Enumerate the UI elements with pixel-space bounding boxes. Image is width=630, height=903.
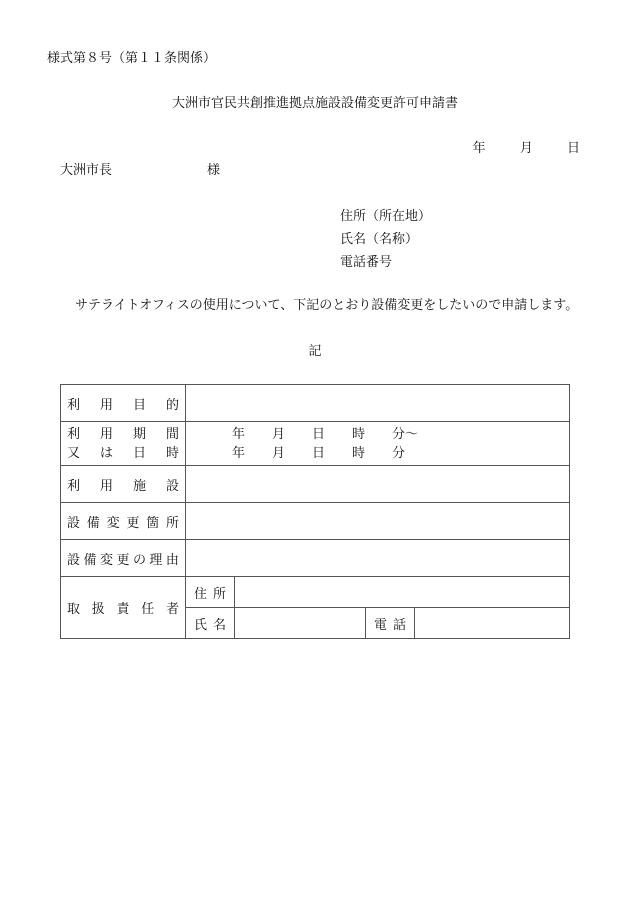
label-char: 更 (126, 515, 140, 531)
period-end-hour: 時 (352, 445, 366, 461)
label-char: 用 (99, 478, 113, 494)
document-title: 大洲市官民共創推進拠点施設設備変更許可申請書 (171, 96, 458, 111)
handler-phone-field[interactable] (415, 608, 570, 639)
row-facility (61, 466, 570, 503)
label-char: 日 (132, 445, 146, 461)
period-label (61, 422, 186, 466)
period-start-minute: 分〜 (392, 426, 419, 442)
label-char: 備 (83, 552, 97, 568)
label-char: 変 (99, 552, 113, 568)
label-char: 所 (212, 586, 226, 602)
label-char: 理 (149, 552, 163, 568)
handler-phone-label (366, 608, 415, 639)
purpose-field[interactable] (186, 385, 570, 422)
change-location-label (61, 503, 186, 540)
detail-table (60, 384, 570, 639)
period-end (232, 444, 569, 463)
period-start (232, 425, 569, 444)
label-char: 更 (116, 552, 130, 568)
label-char: 名 (212, 617, 226, 633)
date-month: 月 (519, 141, 533, 156)
label-char: 設 (67, 515, 81, 531)
handler-address-field[interactable] (235, 577, 570, 608)
label-char: 氏 (194, 617, 208, 633)
row-purpose (61, 385, 570, 422)
label-char: 利 (67, 426, 81, 442)
facility-field[interactable] (186, 466, 570, 503)
handler-label (61, 577, 186, 639)
handler-address-label (186, 577, 235, 608)
label-char: 任 (141, 602, 155, 617)
date-day: 日 (566, 141, 580, 156)
period-end-minute: 分 (392, 445, 406, 461)
label-char: 時 (165, 445, 179, 461)
label-char: 由 (165, 552, 179, 568)
period-start-year: 年 (232, 426, 246, 442)
label-char: 設 (67, 552, 81, 568)
label-char: 取 (67, 602, 81, 617)
form-number: 様式第８号（第１１条関係） (47, 51, 217, 66)
facility-label (61, 466, 186, 503)
applicant-phone-label: 電話番号 (340, 255, 393, 270)
label-char: 又 (67, 445, 81, 461)
addressee-name: 大洲市長 (60, 163, 113, 178)
change-reason-field[interactable] (186, 540, 570, 577)
row-handler-address (61, 577, 570, 608)
label-char: 用 (99, 426, 113, 442)
change-location-field[interactable] (186, 503, 570, 540)
label-char: 利 (67, 478, 81, 494)
label-char: 目 (132, 397, 146, 413)
label-char: の (132, 552, 146, 568)
handler-name-field[interactable] (235, 608, 366, 639)
date-line (443, 142, 580, 155)
ki-heading: 記 (308, 344, 322, 359)
period-end-year: 年 (232, 445, 246, 461)
applicant-name-label: 氏名（名称） (340, 232, 419, 247)
label-char: 責 (116, 602, 130, 617)
label-char: 利 (67, 397, 81, 413)
label-char: 箇 (146, 515, 160, 531)
label-char: 間 (165, 426, 179, 442)
handler-name-label (186, 608, 235, 639)
period-start-month: 月 (272, 426, 286, 442)
row-period (61, 422, 570, 466)
label-char: 期 (132, 426, 146, 442)
date-year: 年 (472, 141, 486, 156)
purpose-label (61, 385, 186, 422)
label-char: は (99, 445, 113, 461)
period-start-hour: 時 (352, 426, 366, 442)
label-char: 話 (392, 617, 406, 633)
label-char: 住 (194, 586, 208, 602)
row-change-reason (61, 540, 570, 577)
label-char: 扱 (91, 602, 105, 617)
label-char: 施 (132, 478, 146, 494)
label-char: 者 (165, 602, 179, 617)
period-end-day: 日 (312, 445, 326, 461)
period-start-day: 日 (312, 426, 326, 442)
label-char: 的 (165, 397, 179, 413)
label-char: 設 (165, 478, 179, 494)
change-reason-label (61, 540, 186, 577)
period-end-month: 月 (272, 445, 286, 461)
row-change-location (61, 503, 570, 540)
period-field[interactable] (186, 422, 570, 466)
applicant-address-label: 住所（所在地） (340, 209, 432, 224)
label-char: 備 (86, 515, 100, 531)
label-char: 電 (374, 617, 388, 633)
label-char: 変 (106, 515, 120, 531)
label-char: 用 (99, 397, 113, 413)
application-statement: サテライトオフィスの使用について、下記のとおり設備変更をしたいので申請します。 (75, 298, 579, 313)
addressee-honorific: 様 (207, 163, 221, 178)
label-char: 所 (165, 515, 179, 531)
